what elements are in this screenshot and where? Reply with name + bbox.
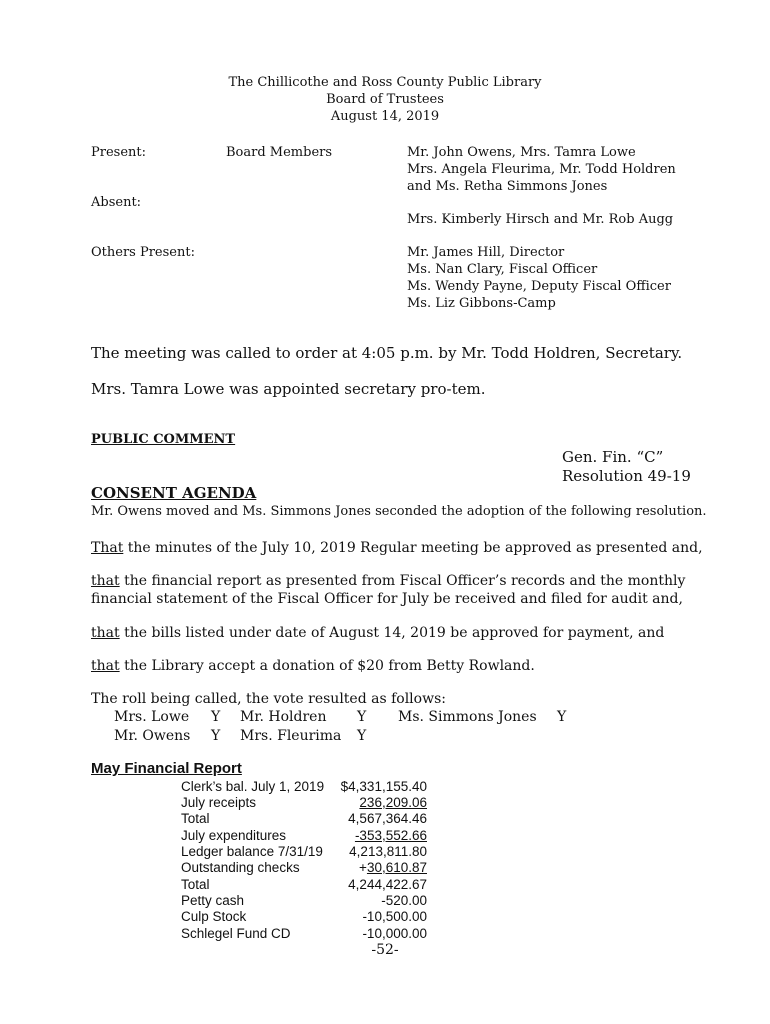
consent-agenda-heading: CONSENT AGENDA (91, 484, 257, 502)
fin-row-value: $4,331,155.40 (340, 779, 427, 794)
present-names-line-3: and Ms. Retha Simmons Jones (407, 179, 608, 194)
clause-financial-line-2: financial statement of the Fiscal Officer for July be received and filed for audit and, (91, 591, 683, 607)
vote-value: Y (211, 709, 221, 725)
vote-value: Y (211, 728, 221, 744)
called-to-order-text: The meeting was called to order at 4:05 p.m. by Mr. Todd Holdren, Secretary. (91, 344, 683, 362)
fin-row-value: 4,567,364.46 (348, 811, 427, 826)
others-names-line-1: Mr. James Hill, Director (407, 245, 565, 260)
absent-label: Absent: (91, 195, 142, 210)
clause-bills (91, 624, 664, 642)
clause-minutes (91, 539, 703, 557)
fin-row-value: 4,244,422.67 (348, 877, 427, 892)
fin-row-value: 4,213,811.80 (349, 844, 427, 859)
motion-text: Mr. Owens moved and Ms. Simmons Jones seconded the adoption of the following resolution. (91, 504, 707, 519)
roll-call-intro: The roll being called, the vote resulted as follows: (91, 691, 446, 707)
fin-row-label: Total (181, 877, 210, 892)
fin-row-value: -520.00 (381, 893, 427, 908)
fin-row-value: 30,610.87 (366, 860, 427, 875)
clause-financial-line-1 (91, 572, 685, 590)
value-prefix: + (359, 860, 367, 875)
others-names-line-3: Ms. Wendy Payne, Deputy Fiscal Officer (407, 279, 671, 294)
absent-names: Mrs. Kimberly Hirsch and Mr. Rob Augg (407, 212, 674, 227)
fin-row-label: Ledger balance 7/31/19 (181, 844, 323, 859)
fin-row-label: July receipts (181, 795, 257, 810)
board-title: Board of Trustees (326, 92, 444, 107)
clause-text: the Library accept a donation of $20 from Betty Rowland. (119, 658, 535, 674)
voter-name: Mr. Holdren (240, 709, 327, 725)
clause-lead: That (91, 540, 124, 556)
fin-row-value: -10,500.00 (362, 909, 427, 924)
public-comment-heading: PUBLIC COMMENT (91, 432, 236, 447)
fin-row-label: Schlegel Fund CD (181, 926, 291, 941)
present-names-line-1: Mr. John Owens, Mrs. Tamra Lowe (407, 145, 636, 160)
others-names-line-2: Ms. Nan Clary, Fiscal Officer (407, 262, 598, 277)
fin-row-label: Total (181, 811, 210, 826)
vote-value: Y (357, 728, 367, 744)
fin-row-value-group (359, 860, 427, 876)
library-name: The Chillicothe and Ross County Public Library (228, 75, 542, 90)
clause-lead: that (91, 573, 120, 589)
voter-name: Mr. Owens (114, 728, 191, 744)
fin-row-label: Clerk’s bal. July 1, 2019 (181, 779, 325, 794)
fin-row-value: 236,209.06 (359, 795, 427, 810)
clause-text: the bills listed under date of August 14, 2019 be approved for payment, and (119, 625, 665, 641)
voter-name: Mrs. Fleurima (240, 728, 342, 744)
clause-text: the financial report as presented from Fiscal Officer’s records and the monthly (119, 573, 686, 589)
present-label: Present: (91, 145, 146, 160)
present-names-line-2: Mrs. Angela Fleurima, Mr. Todd Holdren (407, 162, 676, 177)
clause-lead: that (91, 658, 120, 674)
vote-value: Y (357, 709, 367, 725)
fin-row-label: Petty cash (181, 893, 245, 908)
fund-reference: Gen. Fin. “C” (562, 448, 664, 466)
clause-text: the minutes of the July 10, 2019 Regular meeting be approved as presented and, (123, 540, 703, 556)
others-present-label: Others Present: (91, 245, 195, 260)
fin-row-label: July expenditures (181, 828, 287, 843)
fin-row-label: Culp Stock (181, 909, 247, 924)
secretary-pro-tem-text: Mrs. Tamra Lowe was appointed secretary pro-tem. (91, 380, 486, 398)
fin-row-value: -353,552.66 (354, 828, 427, 843)
voter-name: Mrs. Lowe (114, 709, 190, 725)
clause-donation (91, 657, 535, 675)
fin-row-value: -10,000.00 (362, 926, 427, 941)
resolution-number: Resolution 49-19 (562, 467, 691, 485)
financial-report-heading: May Financial Report (91, 760, 242, 777)
vote-value: Y (557, 709, 567, 725)
clause-lead: that (91, 625, 120, 641)
meeting-date: August 14, 2019 (330, 109, 440, 124)
voter-name: Ms. Simmons Jones (398, 709, 537, 725)
fin-row-label: Outstanding checks (181, 860, 300, 875)
board-members-label: Board Members (226, 145, 333, 160)
others-names-line-4: Ms. Liz Gibbons-Camp (407, 296, 556, 311)
page-number: -52- (371, 942, 399, 958)
